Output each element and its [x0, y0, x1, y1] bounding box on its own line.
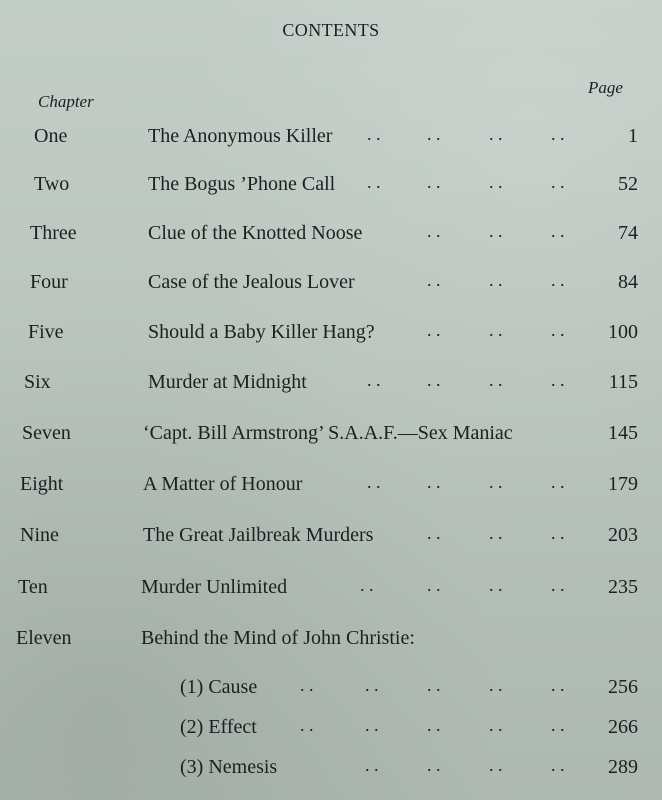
- chapter-title: A Matter of Honour: [143, 473, 303, 495]
- chapter-title: Clue of the Knotted Noose: [148, 222, 363, 244]
- toc-entry: [0, 266, 662, 298]
- dot-leader: . .: [367, 472, 381, 492]
- chapter-title: Murder Unlimited: [141, 576, 288, 598]
- page-number: 115: [608, 371, 638, 393]
- chapter-title: Should a Baby Killer Hang?: [148, 321, 375, 343]
- page-number: 203: [608, 524, 638, 546]
- dot-leader: . .: [427, 172, 441, 192]
- dot-leader: . .: [551, 172, 565, 192]
- subentry-title: (1) Cause: [180, 676, 258, 698]
- chapter-title: Behind the Mind of John Christie:: [141, 627, 415, 649]
- toc-entry: [0, 168, 662, 200]
- page-column-header: Page: [588, 78, 623, 97]
- chapter-number: Four: [30, 271, 68, 293]
- dot-leader: . .: [489, 715, 503, 735]
- dot-leader: . .: [489, 270, 503, 290]
- dot-leader: . .: [551, 270, 565, 290]
- dot-leader: . .: [551, 472, 565, 492]
- chapter-number: Seven: [22, 422, 71, 444]
- dot-leader: . .: [489, 523, 503, 543]
- toc-entry: [0, 622, 662, 654]
- dot-leader: . .: [427, 221, 441, 241]
- dot-leader: . .: [551, 124, 565, 144]
- toc-entry: [0, 571, 662, 603]
- dot-leader: . .: [427, 755, 441, 775]
- dot-leader: . .: [489, 675, 503, 695]
- chapter-number: Ten: [18, 576, 48, 598]
- dot-leader: . .: [489, 472, 503, 492]
- dot-leader: . .: [489, 575, 503, 595]
- toc-entry: [0, 519, 662, 551]
- subentry-title: (3) Nemesis: [180, 756, 278, 778]
- dot-leader: . .: [551, 755, 565, 775]
- dot-leader: . .: [300, 675, 314, 695]
- dot-leader: . .: [551, 320, 565, 340]
- dot-leader: . .: [427, 472, 441, 492]
- page-number: 74: [618, 222, 638, 244]
- chapter-title: The Anonymous Killer: [148, 125, 333, 147]
- page-number: 256: [608, 676, 638, 698]
- page-number: 84: [618, 271, 638, 293]
- dot-leader: . .: [365, 675, 379, 695]
- page-number: 145: [608, 422, 638, 444]
- chapter-number: Five: [28, 321, 64, 343]
- dot-leader: . .: [551, 221, 565, 241]
- dot-leader: . .: [551, 675, 565, 695]
- chapter-title: Murder at Midnight: [148, 371, 307, 393]
- dot-leader: . .: [551, 575, 565, 595]
- contents-heading: CONTENTS: [282, 20, 380, 40]
- dot-leader: . .: [367, 172, 381, 192]
- dot-leader: . .: [489, 172, 503, 192]
- dot-leader: . .: [551, 523, 565, 543]
- dot-leader: . .: [427, 320, 441, 340]
- page-number: 179: [608, 473, 638, 495]
- dot-leader: . .: [489, 755, 503, 775]
- toc-subentry: [0, 711, 662, 743]
- dot-leader: . .: [427, 270, 441, 290]
- dot-leader: . .: [365, 715, 379, 735]
- chapter-number: Three: [30, 222, 77, 244]
- dot-leader: . .: [489, 124, 503, 144]
- toc-entry: [0, 316, 662, 348]
- dot-leader: . .: [551, 715, 565, 735]
- dot-leader: . .: [427, 575, 441, 595]
- dot-leader: . .: [489, 370, 503, 390]
- chapter-title: The Great Jailbreak Murders: [143, 524, 374, 546]
- dot-leader: . .: [427, 124, 441, 144]
- dot-leader: . .: [365, 755, 379, 775]
- page-number: 266: [608, 716, 638, 738]
- chapter-number: Two: [34, 173, 70, 195]
- chapter-title: Case of the Jealous Lover: [148, 271, 355, 293]
- page-number: 1: [628, 125, 638, 147]
- chapter-number: Six: [24, 371, 51, 393]
- dot-leader: . .: [489, 320, 503, 340]
- page-number: 100: [608, 321, 638, 343]
- toc-entry: [0, 468, 662, 500]
- toc-entry: [0, 366, 662, 398]
- toc-entry: [0, 120, 662, 152]
- toc-entry: [0, 417, 662, 449]
- chapter-number: Nine: [20, 524, 59, 546]
- chapter-title: The Bogus ’Phone Call: [148, 173, 336, 195]
- page-number: 235: [608, 576, 638, 598]
- toc-subentry: [0, 751, 662, 783]
- toc-subentry: [0, 671, 662, 703]
- dot-leader: . .: [551, 370, 565, 390]
- dot-leader: . .: [427, 675, 441, 695]
- dot-leader: . .: [300, 715, 314, 735]
- chapter-column-header: Chapter: [38, 92, 94, 111]
- page-number: 52: [618, 173, 638, 195]
- dot-leader: . .: [360, 575, 374, 595]
- dot-leader: . .: [427, 523, 441, 543]
- subentry-title: (2) Effect: [180, 716, 257, 738]
- dot-leader: . .: [427, 715, 441, 735]
- dot-leader: . .: [427, 370, 441, 390]
- dot-leader: . .: [367, 124, 381, 144]
- page-number: 289: [608, 756, 638, 778]
- chapter-title: ‘Capt. Bill Armstrong’ S.A.A.F.—Sex Maniac: [143, 422, 513, 444]
- chapter-number: Eleven: [16, 627, 72, 649]
- dot-leader: . .: [367, 370, 381, 390]
- toc-entry: [0, 217, 662, 249]
- chapter-number: One: [34, 125, 68, 147]
- chapter-number: Eight: [20, 473, 64, 495]
- dot-leader: . .: [489, 221, 503, 241]
